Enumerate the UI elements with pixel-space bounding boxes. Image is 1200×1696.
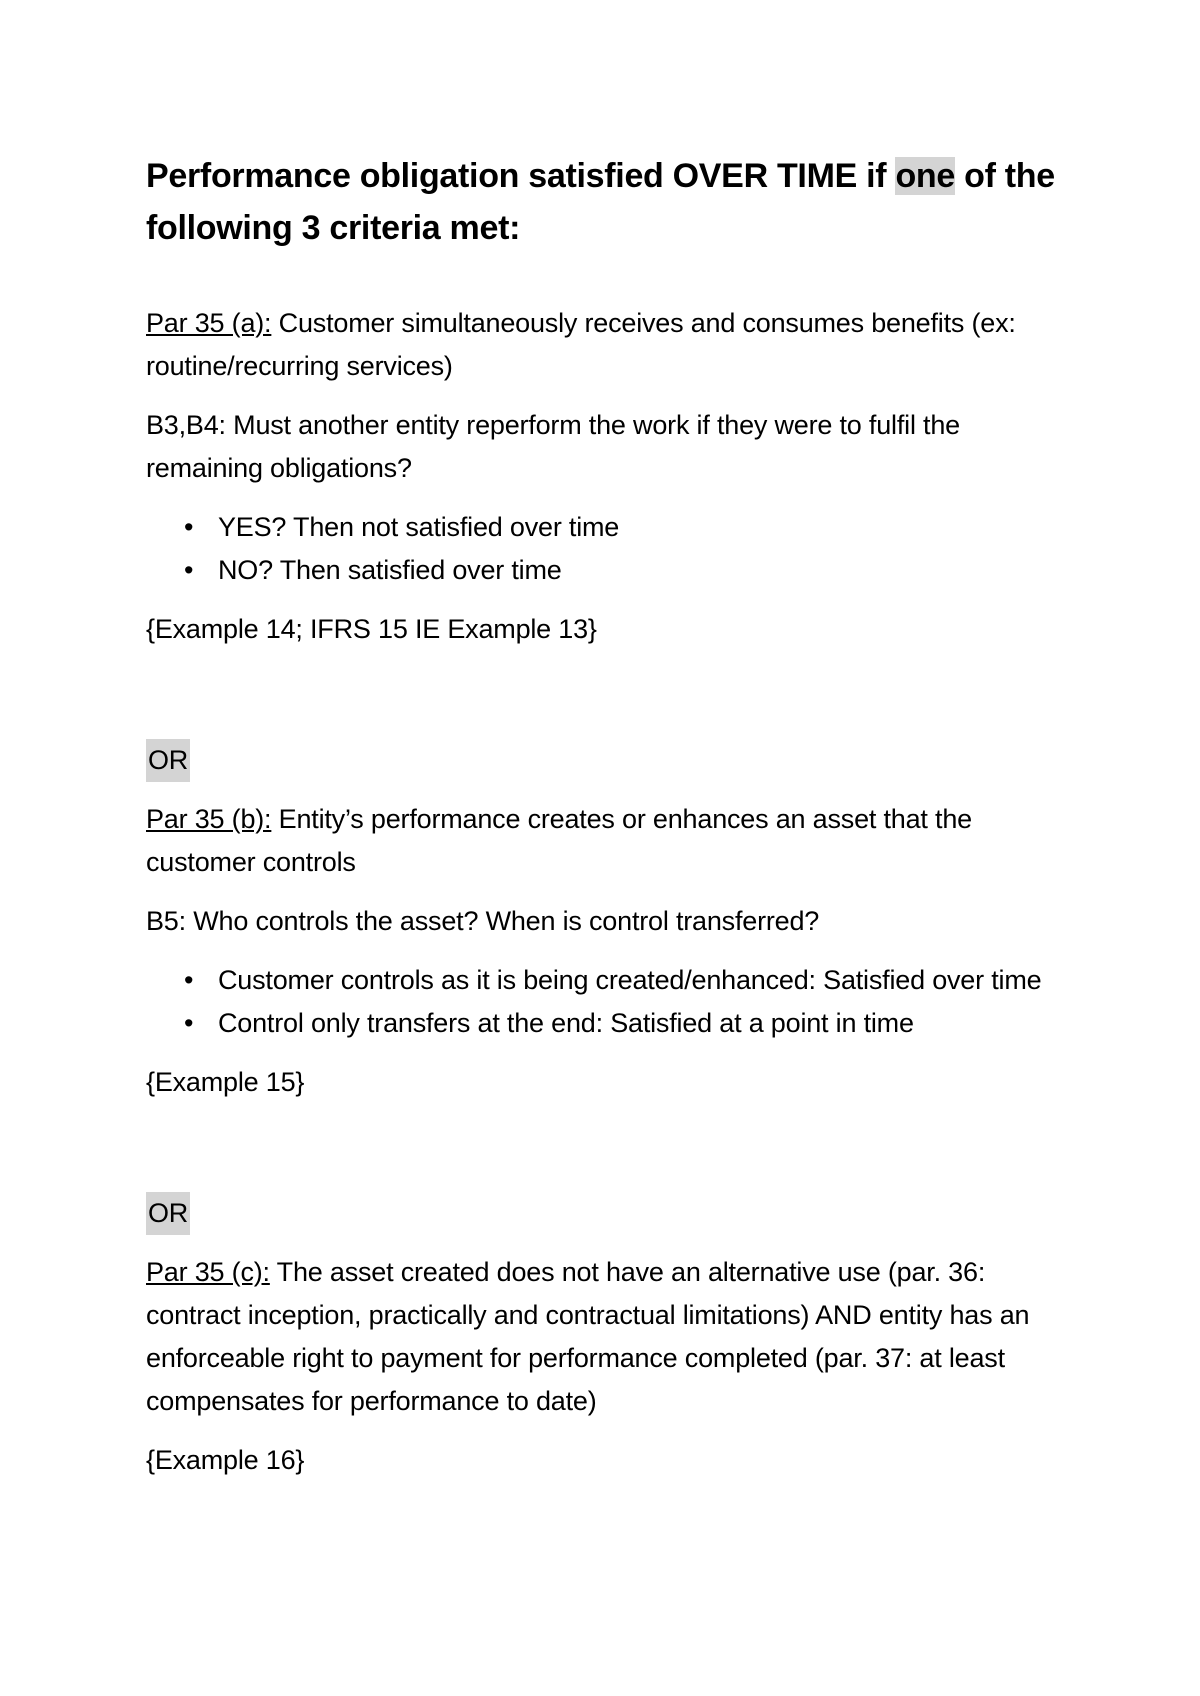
section-c-reference: Par 35 (c):	[146, 1257, 270, 1287]
list-item: • NO? Then satisfied over time	[218, 549, 1076, 592]
section-b-reference: Par 35 (b):	[146, 804, 272, 834]
document-page	[146, 150, 1076, 1498]
section-b-question: B5: Who controls the asset? When is control transferred?	[146, 906, 820, 936]
section-a-question: B3,B4: Must another entity reperform the work if they were to fulfil the remaining obligations?	[146, 410, 960, 483]
section-c-text: The asset created does not have an alternative use (par. 36: contract inception, practically and contractual limitations) AND entity has an enforceable right to payment for performance completed (par. 37: at least compensates for performance to date)	[146, 1257, 1030, 1416]
section-a-text: Customer simultaneously receives and consumes benefits (ex: routine/recurring services)	[146, 308, 1016, 381]
list-item: • Customer controls as it is being created/enhanced: Satisfied over time	[218, 959, 1076, 1002]
section-c-criterion	[146, 1251, 1076, 1423]
section-a-reference: Par 35 (a):	[146, 308, 272, 338]
title-text-before: Performance obligation satisfied OVER TIME if	[146, 157, 896, 195]
spacer	[146, 667, 1076, 739]
list-item: • Control only transfers at the end: Satisfied at a point in time	[218, 1002, 1076, 1045]
section-a-bullet-list	[146, 506, 1076, 592]
section-b-criterion	[146, 798, 1076, 884]
section-b-example: {Example 15}	[146, 1067, 305, 1097]
or-label: OR	[146, 739, 190, 782]
title-text-after: of the following 3 criteria met:	[146, 157, 1055, 247]
section-b-bullet-list	[146, 959, 1076, 1045]
list-item: • YES? Then not satisfied over time	[218, 506, 1076, 549]
section-a-example: {Example 14; IFRS 15 IE Example 13}	[146, 614, 597, 644]
or-separator-2	[146, 1192, 1076, 1235]
or-separator-1	[146, 739, 1076, 782]
or-label: OR	[146, 1192, 190, 1235]
document-title	[146, 150, 1076, 254]
section-b-text: Entity’s performance creates or enhances an asset that the customer controls	[146, 804, 972, 877]
section-a-criterion	[146, 302, 1076, 388]
title-highlight: one	[895, 157, 955, 195]
section-c-example: {Example 16}	[146, 1445, 305, 1475]
spacer	[146, 1120, 1076, 1192]
